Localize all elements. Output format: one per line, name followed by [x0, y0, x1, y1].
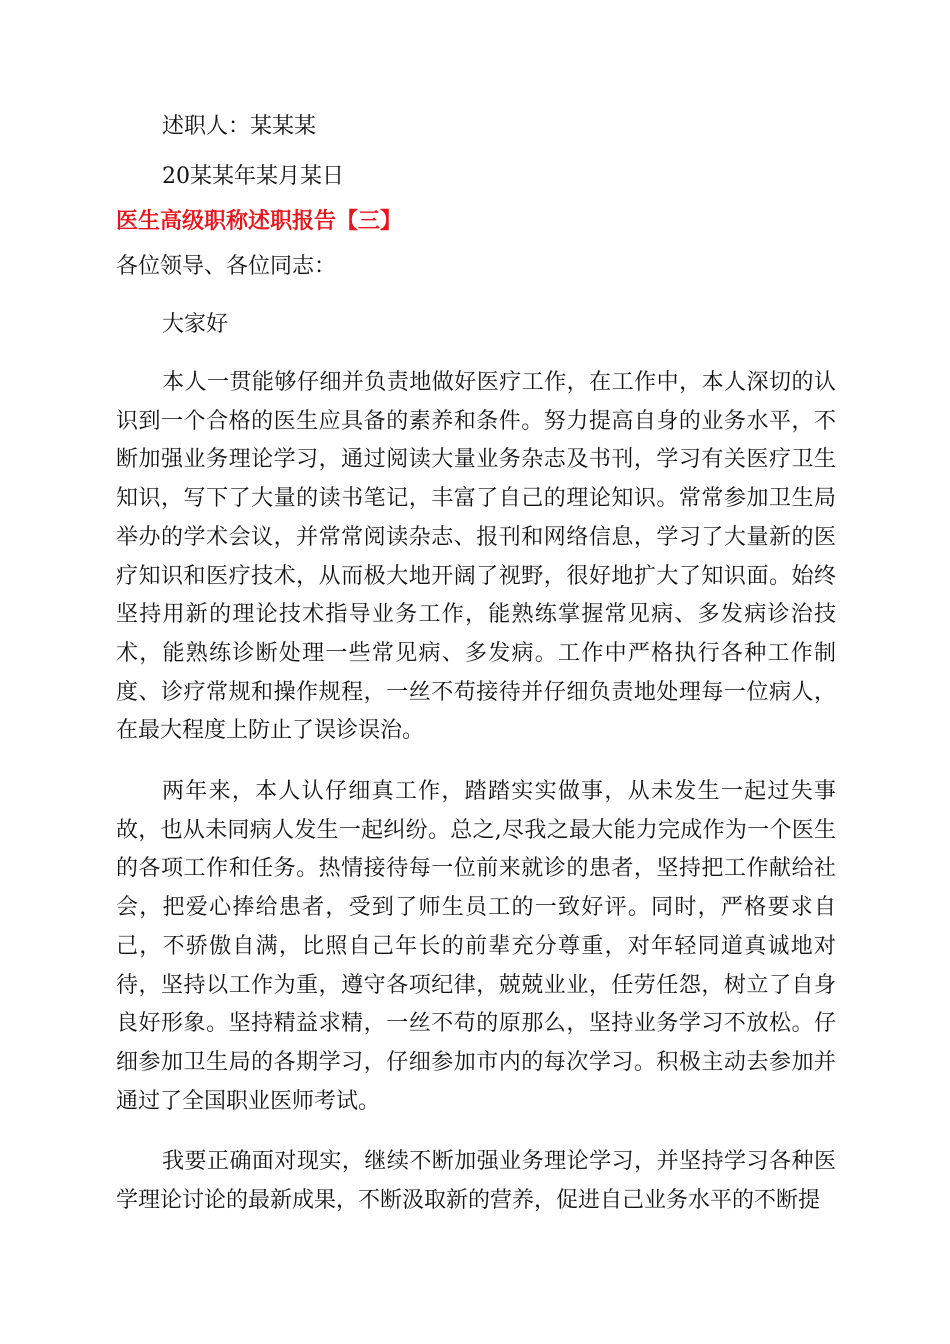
section-title: 医生高级职称述职报告【三】: [116, 209, 403, 234]
greeting: 各位领导、各位同志：: [116, 254, 337, 279]
paragraph-3: 我要正确面对现实，继续不断加强业务理论学习，并坚持学习各种医学理论讨论的最新成果，不断汲取新的营养，促进自己业务水平的不断提: [116, 1149, 836, 1214]
paragraph-2: 两年来，本人认仔细真工作，踏踏实实做事，从未发生一起过失事故，也从未同病人发生一起纠纷。总之,尽我之最大能力完成作为一个医生的各项工作和任务。热情接待每一位前来就诊的患者，坚持把工作献给社会，把爱心捧给患者，受到了师生员工的一致好评。同时，严格要求自己，不骄傲自满，比照自己年长的前辈充分尊重，对年轻同道真诚地对待，坚持以工作为重，遵守各项纪律，兢兢业业，任劳任怨，树立了自身良好形象。坚持精益求精，一丝不苟的原那么，坚持业务学习不放松。仔细参加卫生局的各期学习，仔细参加市内的每次学习。积极主动去参加并通过了全国职业医师考试。: [116, 779, 836, 1114]
salutation: 大家好: [162, 312, 229, 337]
reporter-signature: 述职人：某某某: [162, 114, 317, 139]
paragraph-1: 本人一贯能够仔细并负责地做好医疗工作，在工作中，本人深切的认识到一个合格的医生应具备的素养和条件。努力提高自身的业务水平，不断加强业务理论学习，通过阅读大量业务杂志及书刊，学习有关医疗卫生知识，写下了大量的读书笔记，丰富了自己的理论知识。常常参加卫生局举办的学术会议，并常常阅读杂志、报刊和网络信息，学习了大量新的医疗知识和医疗技术，从而极大地开阔了视野，很好地扩大了知识面。始终坚持用新的理论技术指导业务工作，能熟练掌握常见病、多发病诊治技术，能熟练诊断处理一些常见病、多发病。工作中严格执行各种工作制度、诊疗常规和操作规程，一丝不苟接待并仔细负责地处理每一位病人，在最大程度上防止了误诊误治。: [116, 370, 836, 744]
report-date: 20某某年某月某日: [162, 164, 344, 189]
document-page: [116, 108, 836, 1243]
